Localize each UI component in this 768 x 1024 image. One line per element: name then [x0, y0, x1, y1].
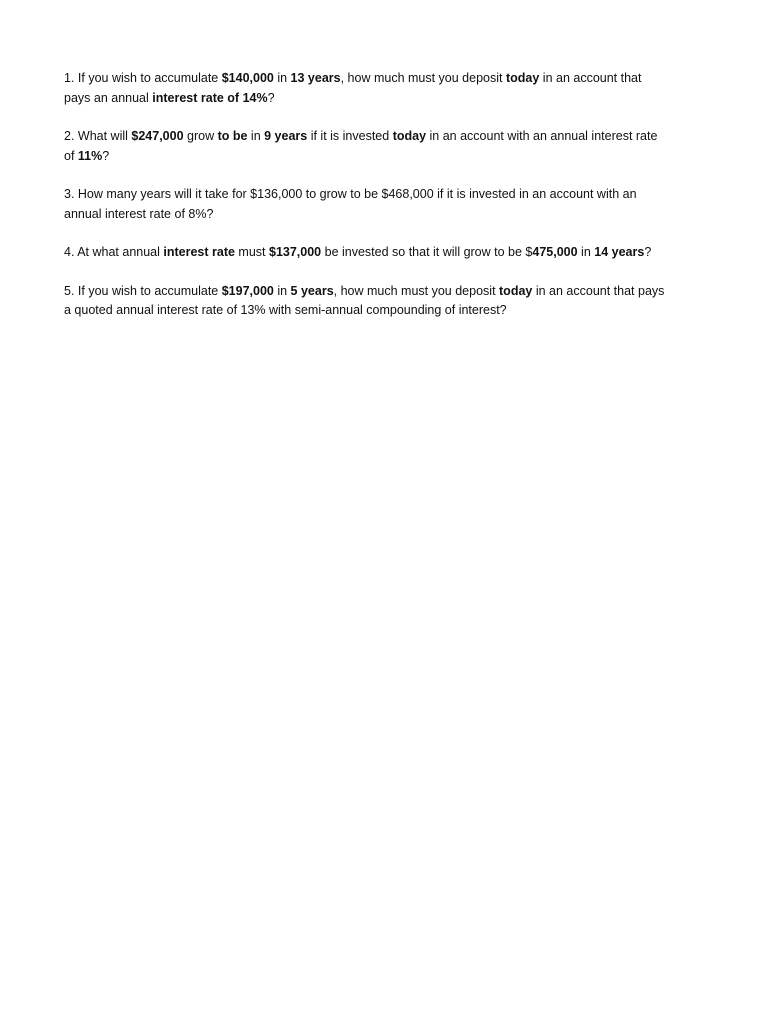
question-text: ? — [644, 245, 652, 259]
question-text: ? — [267, 90, 275, 105]
question-text: in — [273, 71, 291, 85]
question-list — [64, 69, 667, 340]
emphasized-text: $197,000 — [221, 283, 274, 298]
emphasized-text: 5 years — [290, 283, 334, 298]
question-text: 5. If you wish to accumulate — [64, 283, 222, 298]
question-text: in — [273, 283, 291, 298]
question-1 — [64, 69, 667, 108]
question-text: 2. What will — [64, 129, 132, 143]
emphasized-text: today — [392, 129, 427, 143]
emphasized-text: 13 years — [290, 71, 341, 85]
emphasized-text: 14 years — [594, 245, 645, 259]
question-2 — [64, 127, 667, 166]
question-text: in — [577, 245, 595, 259]
question-text: , how much must you deposit — [340, 71, 506, 85]
question-text: be invested so that it will grow to be $ — [321, 245, 533, 259]
emphasized-text: today — [499, 283, 533, 298]
emphasized-text: 9 years — [264, 129, 308, 143]
emphasized-text: $247,000 — [131, 129, 184, 143]
emphasized-text: to be — [217, 129, 248, 143]
emphasized-text: interest rate of 14% — [152, 90, 268, 105]
question-4 — [64, 243, 667, 263]
question-text: ? — [102, 148, 110, 163]
emphasized-text: 475,000 — [532, 245, 578, 259]
emphasized-text: 11% — [77, 148, 103, 163]
question-text: in — [247, 129, 265, 143]
emphasized-text: $140,000 — [221, 71, 274, 85]
question-text: grow — [183, 129, 218, 143]
question-text: if it is invested — [307, 129, 393, 143]
emphasized-text: today — [505, 71, 540, 85]
question-text: in an account with an annual interest rate of — [64, 129, 658, 163]
question-text: 1. If you wish to accumulate — [64, 71, 222, 85]
question-text: , how much must you deposit — [333, 283, 500, 298]
question-3 — [64, 185, 667, 224]
question-text: 4. At what annual — [64, 245, 164, 259]
question-5 — [64, 282, 667, 321]
question-text: in an account that pays a quoted annual interest rate of 13% with semi-annual compounding of interest? — [64, 283, 665, 317]
emphasized-text: $137,000 — [269, 245, 322, 259]
question-text: 3. How many years will it take for $136,000 to grow to be $468,000 if it is invested in an account with an annual interest rate of 8%? — [64, 187, 637, 221]
question-text: in an account that pays an annual — [64, 71, 642, 105]
question-text: must — [234, 245, 269, 259]
emphasized-text: interest rate — [163, 245, 235, 259]
